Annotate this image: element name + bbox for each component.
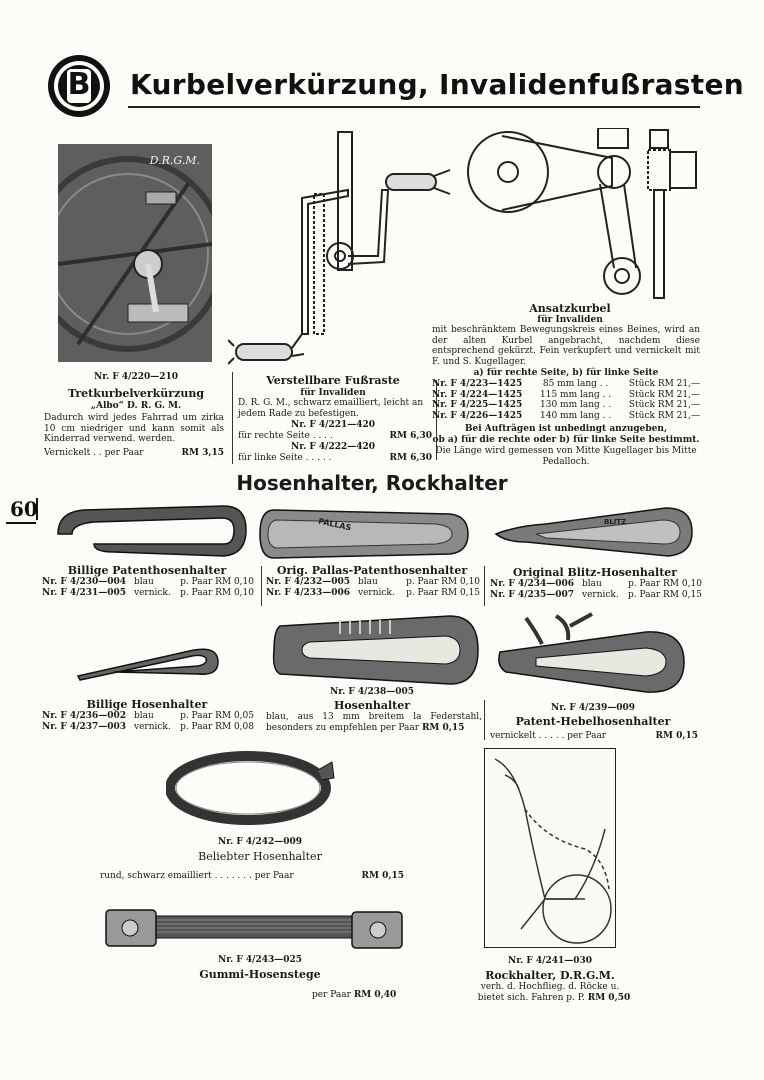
ansatz-row: [432, 400, 700, 411]
ansatz-unit: Stück RM 21,—: [628, 379, 700, 389]
fussraste-right-price: RM 6,30: [389, 431, 432, 441]
albo-subtitle: „Albo“ D. R. G. M.: [90, 401, 182, 411]
pallas-rows: [266, 577, 480, 598]
billige-rows: [42, 711, 254, 732]
header-rule: [128, 106, 700, 108]
divider-1: [232, 372, 233, 464]
ansatz-note1: Bei Aufträgen ist unbedingt anzugeben,: [464, 424, 668, 434]
ansatzkurbel-drawing: [462, 128, 702, 300]
pallas-title: Orig. Pallas-Patenthosenhalter: [276, 564, 468, 577]
blitz-rows: [490, 579, 700, 600]
pallas-row: [266, 577, 480, 588]
fussraste-title: Verstellbare Fußraste: [266, 374, 400, 387]
fussraste-left-nr: Nr. F 4/222—420: [290, 442, 376, 452]
hebel-nr: Nr. F 4/239—009: [550, 703, 636, 713]
ansatz-unit: Stück RM 21,—: [628, 400, 700, 410]
albo-price: RM 3,15: [181, 448, 224, 458]
billige-price: p. Paar RM 0,08: [180, 721, 254, 732]
pallas-nr: Nr. F 4/232—005: [266, 577, 351, 587]
hebel-row: [490, 731, 698, 742]
gummi-image: [96, 906, 408, 952]
pallas-clip-image: [256, 506, 472, 564]
billige-nr: Nr. F 4/237—003: [42, 721, 127, 732]
ansatz-ab: a) für rechte Seite, b) für linke Seite: [473, 368, 659, 378]
pallas-stamp: PALLAS: [317, 516, 353, 533]
rockhalter-nr: Nr. F 4/241—030: [507, 956, 593, 966]
brand-logo: [46, 53, 112, 119]
fussraste-right-label: für rechte Seite . . . .: [238, 431, 333, 441]
beliebter-row: [100, 871, 404, 882]
fussraste-left-price: RM 6,30: [389, 453, 432, 463]
ansatz-nr: Nr. F 4/225—1425: [432, 400, 523, 410]
patent-nr: Nr. F 4/231—005: [42, 587, 127, 598]
albo-title: Tretkurbelverkürzung: [67, 387, 205, 400]
albo-price-label: Vernickelt . . per Paar: [44, 448, 144, 458]
photo-label: D.R.G.M.: [149, 154, 200, 167]
billige-nr: Nr. F 4/236—002: [42, 711, 127, 721]
billige-desc: vernick.: [134, 721, 171, 732]
billige-row: [42, 711, 254, 722]
patent-price: p. Paar RM 0,10: [180, 577, 254, 587]
rockhalter-image: [484, 748, 616, 948]
divider-3: [261, 566, 262, 606]
ansatz-desc: mit beschränktem Bewegungskreis eines Beines, wird an der alten Kurbel angebracht, nachdem diese entsprechend gekürzt. Fein verkupfert und vernickelt mit F. und S. Kugellager.: [432, 325, 700, 367]
ansatz-len: 85 mm lang . .: [542, 379, 609, 389]
beliebter-label: rund, schwarz emailliert . . . . . . . per Paar: [100, 871, 294, 881]
patent-clip-image: [54, 504, 250, 562]
ansatz-len: 140 mm lang . .: [540, 410, 612, 421]
billige-title: Billige Hosenhalter: [86, 698, 208, 711]
page-number-bar: [36, 498, 38, 520]
fussraste-drawing: [228, 130, 460, 370]
ansatz-unit: Stück RM 21,—: [628, 389, 700, 400]
pallas-desc: blau: [358, 577, 378, 587]
section2-title: Hosenhalter, Rockhalter: [236, 471, 508, 495]
ansatz-nr: Nr. F 4/226—1425: [432, 410, 523, 421]
billige-row: [42, 722, 254, 733]
gummi-price: RM 0,40: [353, 990, 397, 1000]
rockhalter-price: RM 0,50: [587, 993, 631, 1003]
pallas-nr: Nr. F 4/233—006: [266, 587, 351, 598]
beliebter-price: RM 0,15: [361, 871, 404, 881]
fussraste-subtitle: für Invaliden: [300, 388, 366, 398]
fussraste-right-nr: Nr. F 4/221—420: [290, 420, 376, 430]
hosenhalter-nr: Nr. F 4/238—005: [329, 687, 415, 697]
ansatz-note3: Die Länge wird gemessen von Mitte Kugellager bis Mitte Pedalloch.: [435, 446, 697, 467]
gummi-label: per Paar: [312, 990, 351, 1000]
albo-price-row: [44, 448, 224, 459]
fussraste-left-label: für linke Seite . . . . .: [238, 453, 332, 463]
albo-desc: Dadurch wird jedes Fahrrad um zirka 10 cm niedriger und kann somit als Kinderrad verwend. werden.: [44, 413, 224, 444]
hosenhalter-desc-text: blau, aus 13 mm breitem la Federstahl, besonders zu empfehlen per Paar: [266, 712, 482, 733]
blitz-row: [490, 579, 700, 590]
gummi-nr: Nr. F 4/243—025: [217, 955, 303, 965]
pallas-price: p. Paar RM 0,10: [406, 577, 480, 587]
divider-5: [484, 700, 485, 740]
ansatz-row: [432, 379, 700, 390]
patent-price: p. Paar RM 0,10: [180, 587, 254, 598]
beliebter-nr: Nr. F 4/242—009: [217, 837, 303, 847]
rockhalter-desc1: verh. d. Hochflieg. d. Röcke u.: [480, 982, 620, 992]
beliebter-clip-image: [166, 750, 336, 826]
hosenhalter-price: RM 0,15: [421, 722, 465, 733]
blitz-nr: Nr. F 4/234—006: [490, 579, 575, 589]
albo-nr: Nr. F 4/220—210: [93, 372, 179, 382]
page-number: 60: [10, 497, 38, 521]
blitz-stamp: BLITZ: [604, 518, 627, 526]
blitz-title: Original Blitz-Hosenhalter: [512, 566, 678, 579]
hebel-price: RM 0,15: [655, 731, 698, 741]
gummi-title: Gummi-Hosenstege: [199, 968, 321, 981]
ansatz-subtitle: für Invaliden: [537, 315, 603, 325]
hosenhalter-desc: [266, 712, 482, 733]
patent-row: [42, 588, 254, 599]
patent-rows: [42, 577, 254, 598]
pallas-price: p. Paar RM 0,15: [406, 587, 480, 598]
blitz-desc: vernick.: [582, 589, 619, 600]
billige-desc: blau: [134, 711, 154, 721]
blitz-row: [490, 590, 700, 601]
blitz-desc: blau: [582, 579, 602, 589]
patent-desc: vernick.: [134, 587, 171, 598]
rockhalter-title: Rockhalter, D.R.G.M.: [485, 969, 615, 982]
fussraste-left-row: [238, 453, 432, 464]
patent-nr: Nr. F 4/230—004: [42, 577, 127, 587]
ansatz-row: [432, 411, 700, 422]
blitz-price: p. Paar RM 0,10: [628, 579, 702, 589]
hosenhalter-clip-image: [270, 612, 482, 688]
ansatz-row: [432, 390, 700, 401]
pallas-desc: vernick.: [358, 587, 395, 598]
rockhalter-row: [474, 993, 634, 1004]
page-number-rule: [6, 522, 36, 524]
logo-letter: B: [67, 67, 91, 102]
fussraste-desc: D. R. G. M., schwarz emailliert, leicht an jedem Rade zu befestigen.: [238, 398, 424, 419]
pallas-row: [266, 588, 480, 599]
ansatz-len: 115 mm lang . .: [540, 389, 612, 400]
hebel-clip-image: [496, 612, 688, 698]
rockhalter-desc2: bietet sich. Fahren p. P.: [477, 993, 585, 1003]
ansatz-note2: ob a) für die rechte oder b) für linke Seite bestimmt.: [432, 435, 700, 445]
billige-clip-image: [74, 642, 222, 684]
ansatz-unit: Stück RM 21,—: [628, 410, 700, 421]
albo-photo: [58, 144, 212, 362]
patent-desc: blau: [134, 577, 154, 587]
blitz-clip-image: [486, 504, 698, 562]
divider-4: [484, 566, 485, 606]
patent-row: [42, 577, 254, 588]
fussraste-right-row: [238, 431, 432, 442]
hebel-label: vernickelt . . . . . per Paar: [490, 731, 607, 741]
ansatz-len: 130 mm lang . .: [540, 400, 612, 410]
gummi-row: [312, 990, 408, 1001]
hebel-title: Patent-Hebelhosenhalter: [515, 715, 671, 728]
page-title: Kurbelverkürzung, Invalidenfußrasten: [130, 68, 744, 101]
ansatz-nr: Nr. F 4/223—1425: [432, 379, 523, 389]
patent-title: Billige Patenthosenhalter: [67, 564, 227, 577]
billige-price: p. Paar RM 0,05: [180, 711, 254, 721]
ansatz-nr: Nr. F 4/224—1425: [432, 389, 523, 400]
ansatz-title: Ansatzkurbel: [529, 302, 611, 315]
beliebter-title: Beliebter Hosenhalter: [198, 850, 322, 863]
ansatz-table: [432, 379, 700, 421]
hosenhalter-title: Hosenhalter: [333, 699, 411, 712]
blitz-nr: Nr. F 4/235—007: [490, 589, 575, 600]
blitz-price: p. Paar RM 0,15: [628, 589, 702, 600]
